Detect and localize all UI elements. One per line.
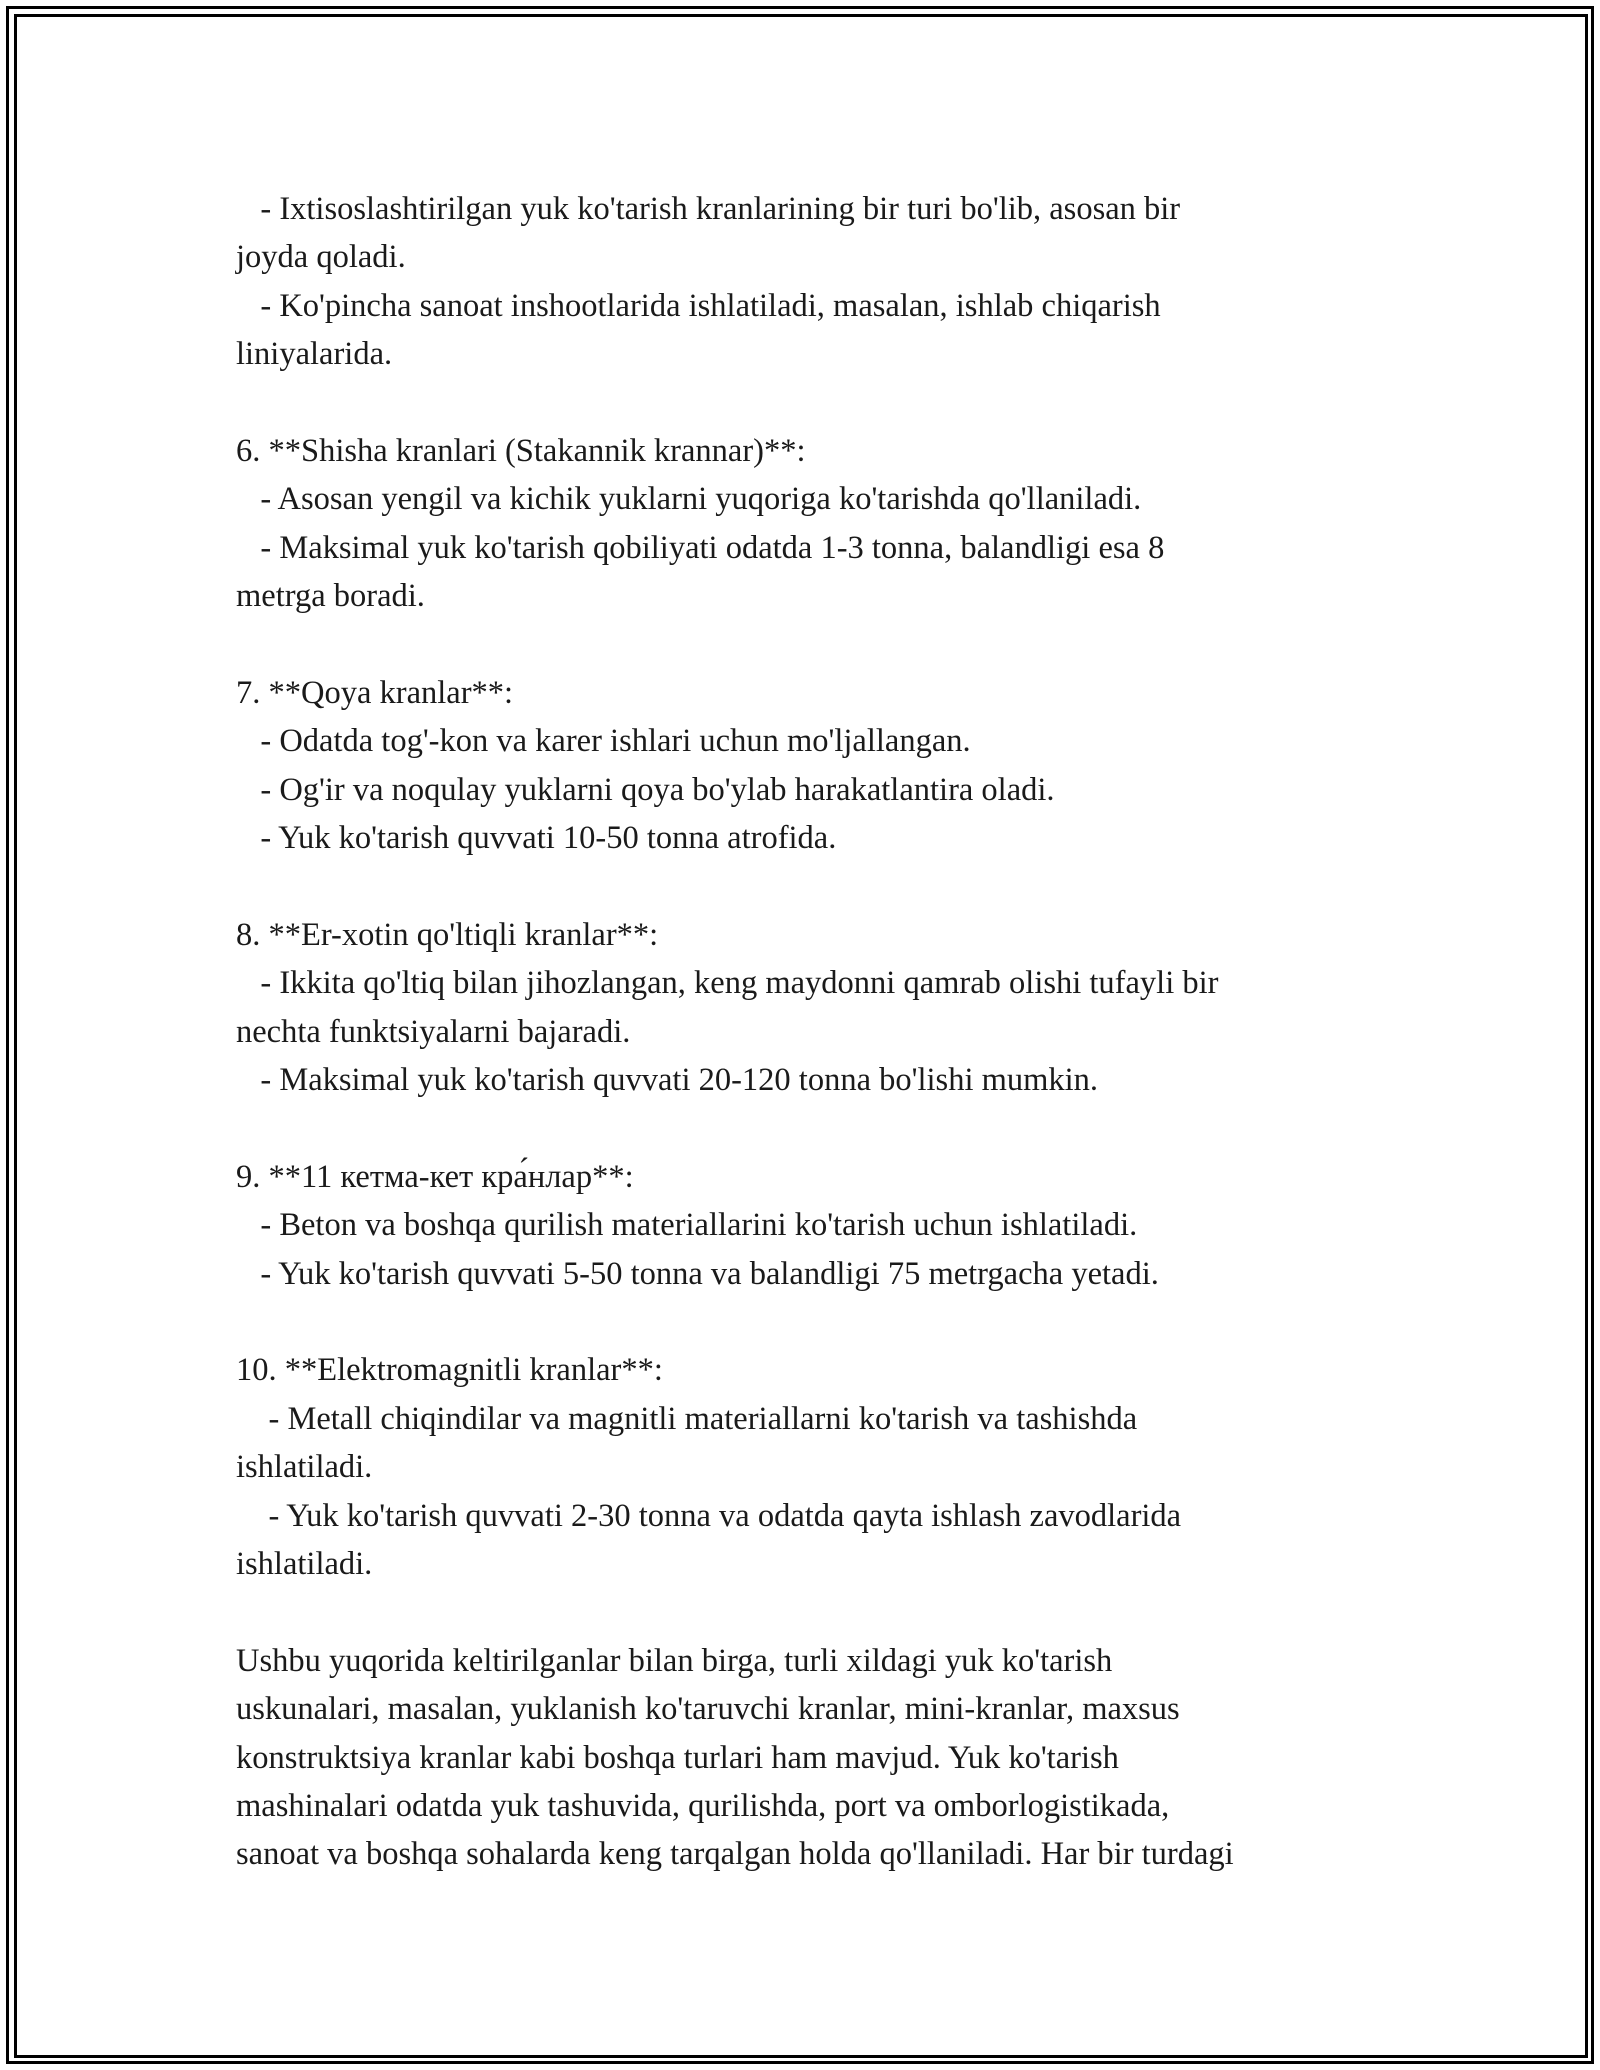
text-line: - Ixtisoslashtirilgan yuk ko'tarish kranlarining bir turi bo'lib, asosan bir xyxy=(236,191,1181,227)
section-heading: 6. **Shisha kranlari (Stakannik krannar)**: xyxy=(236,432,806,469)
paragraph-line: uskunalari, masalan, yuklanish ko'taruvchi kranlar, mini-kranlar, maxsus xyxy=(236,1691,1180,1728)
section-heading: 9. **11 кетма-кет кра́нлар**: xyxy=(236,1158,634,1195)
text-line: - Metall chiqindilar va magnitli materiallarni ko'tarish va tashishda xyxy=(236,1400,1138,1437)
text-line: nechta funktsiyalarni bajaradi. xyxy=(236,1013,631,1050)
text-line: - Odatda tog'-kon va karer ishlari uchun mo'ljallangan. xyxy=(236,723,971,760)
text-line: - Beton va boshqa qurilish materiallarini ko'tarish uchun ishlatiladi. xyxy=(236,1207,1138,1244)
blank-line xyxy=(236,621,1386,669)
section-heading: 7. **Qoya kranlar**: xyxy=(236,674,514,711)
text-line: - Maksimal yuk ko'tarish quvvati 20-120 tonna bo'lishi mumkin. xyxy=(236,1062,1099,1099)
text-line: - Maksimal yuk ko'tarish qobiliyati odatda 1-3 tonna, balandligi esa 8 xyxy=(236,529,1165,566)
paragraph-line: konstruktsiya kranlar kabi boshqa turlari ham mavjud. Yuk ko'tarish xyxy=(236,1739,1119,1776)
text-line: - Ko'pincha sanoat inshootlarida ishlatiladi, masalan, ishlab chiqarish xyxy=(236,287,1161,324)
document-body xyxy=(236,185,1386,1879)
text-line: - Asosan yengil va kichik yuklarni yuqoriga ko'tarishda qo'llaniladi. xyxy=(236,481,1142,518)
paragraph-line: Ushbu yuqorida keltirilganlar bilan birga, turli xildagi yuk ko'tarish xyxy=(236,1642,1113,1679)
blank-line xyxy=(236,862,1386,910)
text-line: - Yuk ko'tarish quvvati 10-50 tonna atrofida. xyxy=(236,820,837,857)
text-line: liniyalarida. xyxy=(236,336,393,373)
text-line: ishlatiladi. xyxy=(236,1545,373,1582)
text-line: ishlatiladi. xyxy=(236,1449,373,1486)
section-heading: 8. **Er-xotin qo'ltiqli kranlar**: xyxy=(236,916,659,953)
text-line: metrga boradi. xyxy=(236,578,425,615)
paragraph-line: sanoat va boshqa sohalarda keng tarqalgan holda qo'llaniladi. Har bir turdagi xyxy=(236,1836,1234,1873)
blank-line xyxy=(236,1588,1386,1636)
text-line: - Yuk ko'tarish quvvati 5-50 tonna va balandligi 75 metrgacha yetadi. xyxy=(236,1255,1159,1292)
text-line: - Og'ir va noqulay yuklarni qoya bo'ylab harakatlantira oladi. xyxy=(236,771,1055,808)
text-line: joyda qoladi. xyxy=(236,239,406,276)
blank-line xyxy=(236,379,1386,427)
blank-line xyxy=(236,1104,1386,1152)
text-line: - Yuk ko'tarish quvvati 2-30 tonna va odatda qayta ishlash zavodlarida xyxy=(236,1497,1182,1534)
section-heading: 10. **Elektromagnitli kranlar**: xyxy=(236,1352,663,1389)
text-line: - Ikkita qo'ltiq bilan jihozlangan, keng maydonni qamrab olishi tufayli bir xyxy=(236,965,1219,1002)
blank-line xyxy=(236,1298,1386,1346)
paragraph-line: mashinalari odatda yuk tashuvida, qurilishda, port va omborlogistikada, xyxy=(236,1787,1170,1824)
